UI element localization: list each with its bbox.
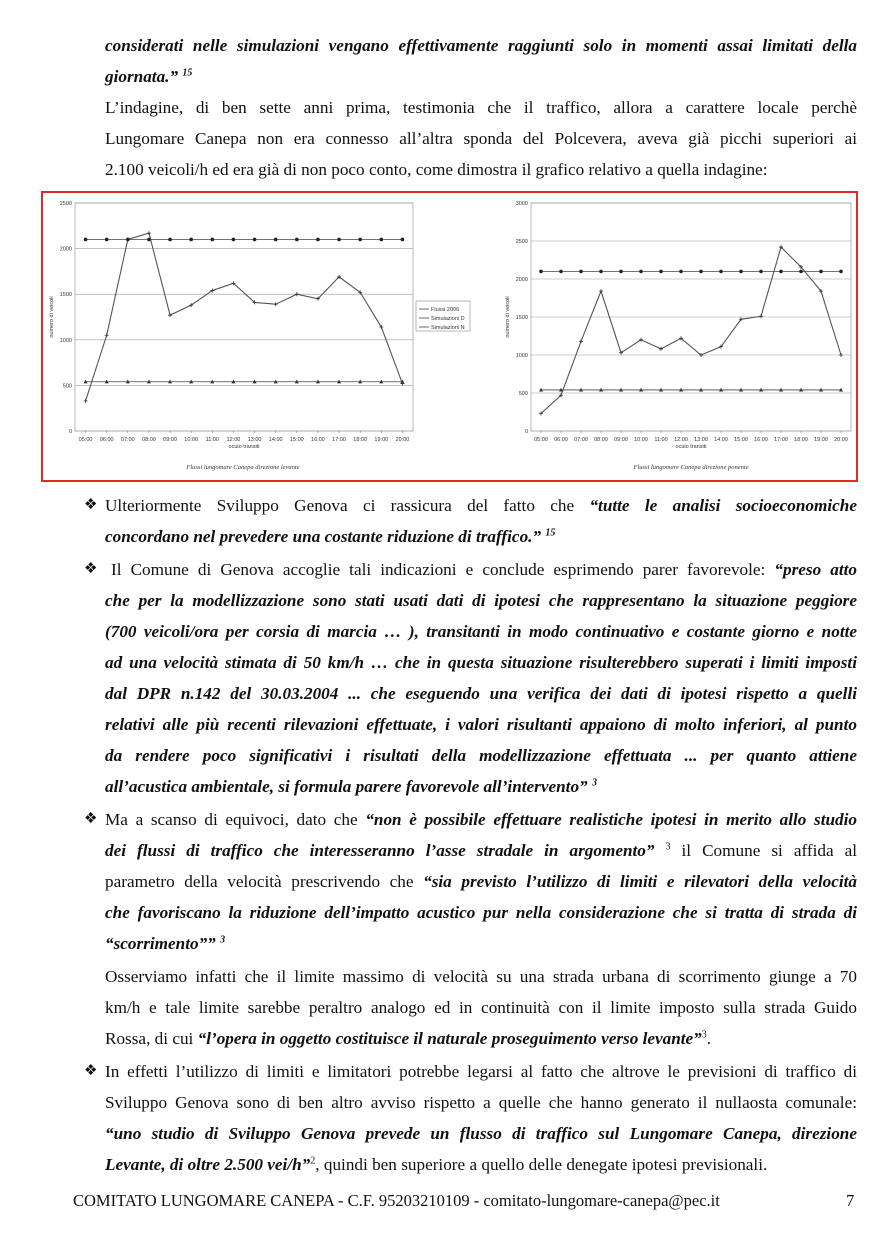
footnote-ref: 3 (220, 934, 226, 946)
x-axis-label: ocuio transiti (228, 444, 260, 450)
bullet1-text: Ulteriormente Sviluppo Genova ci rassicura del fatto che (105, 496, 590, 515)
bullet4-quote-end: Levante, di oltre 2.500 vei/h” (105, 1155, 311, 1174)
x-tick-label: 09:00 (614, 437, 628, 443)
series-point (839, 270, 843, 274)
bullet3-line1 (105, 804, 857, 835)
bullet3-text-2: il Comune si affida al (670, 841, 857, 860)
bullet4-line1: In effetti l’utilizzo di limiti e limitatori potrebbe legarsi al fatto che altrove le previsioni di traffico di (105, 1062, 857, 1081)
bullet3-quote-start: “non è possibile effettuare realistiche ipotesi in merito allo studio (365, 810, 857, 829)
legend-label: Flussi 2006 (431, 307, 460, 313)
x-tick-label: 11:00 (205, 437, 219, 443)
x-tick-label: 08:00 (142, 437, 156, 443)
y-axis-label: numero di veicoli (49, 296, 55, 338)
x-tick-label: 06:00 (554, 437, 568, 443)
x-tick-label: 14:00 (268, 437, 283, 443)
x-tick-label: 07:00 (120, 437, 135, 443)
chart-caption: Flussi lungomare Canepa direzione levante (186, 464, 300, 471)
y-tick-label: 1000 (59, 337, 72, 344)
y-tick-label: 2500 (515, 239, 528, 245)
x-tick-label: 17:00 (774, 437, 788, 443)
y-tick-label: 1500 (59, 292, 72, 299)
bullet2-line5: dal DPR n.142 del 30.03.2004 ... che eseguendo una verifica dei dati di ipotesi rispetto a quelli (105, 684, 857, 703)
series-point (274, 238, 278, 242)
x-tick-label: 06:00 (99, 437, 114, 443)
paragraph-indagine-line1: L’indagine, di ben sette anni prima, testimonia che il traffico, allora a carattere locale perchè (105, 98, 857, 117)
x-tick-label: 05:00 (534, 437, 548, 443)
bullet3-line5 (105, 928, 857, 959)
y-tick-label: 500 (62, 383, 72, 390)
footnote-ref: 15 (182, 67, 193, 79)
bullet1-line1 (105, 490, 857, 521)
x-tick-label: 08:00 (594, 437, 608, 443)
x-tick-label: 10:00 (634, 437, 648, 443)
x-tick-label: 19:00 (814, 437, 828, 443)
traffic-charts-frame (41, 191, 858, 482)
series-point (316, 238, 320, 242)
series-point (659, 270, 663, 274)
series-point (337, 238, 341, 242)
x-tick-label: 19:00 (374, 437, 389, 443)
chart-levante (43, 193, 473, 480)
series-point (779, 270, 783, 274)
quote-continuation-line2 (105, 61, 857, 92)
bullet2-line6: relativi alle più recenti rilevazioni effettuate, i valori risultanti appaiono di molto inferiori, al punto (105, 715, 857, 734)
bullet3-line3 (105, 866, 857, 897)
bullet3-text-3: parametro della velocità prescrivendo che (105, 872, 424, 891)
bullet2-line4: ad una velocità stimata di 50 km/h … che in questa situazione risulterebbero superati i limiti imposti (105, 653, 857, 672)
series-point (739, 270, 743, 274)
footnote-ref: 2 (310, 1155, 316, 1167)
y-axis-label: numero di veicoli (505, 296, 511, 338)
series-point (639, 270, 643, 274)
x-tick-label: 07:00 (574, 437, 588, 443)
chart-caption: Flussi lungomare Canepa direzione ponente (633, 464, 749, 471)
y-tick-label: 2000 (59, 246, 72, 253)
bullet1-quote-end: concordano nel prevedere una costante riduzione di traffico.” (105, 527, 542, 546)
chart-ponente (473, 193, 856, 480)
x-tick-label: 05:00 (78, 437, 93, 443)
x-tick-label: 10:00 (184, 437, 199, 443)
series-point (380, 238, 384, 242)
x-tick-label: 17:00 (332, 437, 346, 443)
bullet3-text: Ma a scanso di equivoci, dato che (105, 810, 366, 829)
footnote-ref: 15 (545, 527, 556, 539)
footer-text: COMITATO LUNGOMARE CANEPA - C.F. 95203210109 - comitato-lungomare-canepa@pec.it (73, 1191, 720, 1210)
bullet3-quote2-end: “scorrimento”” (105, 934, 216, 953)
x-tick-label: 09:00 (163, 437, 177, 443)
paragraph-limite-line1: Osserviamo infatti che il limite massimo di velocità su una strada urbana di scorrimento giunge a 70 (105, 967, 857, 986)
series-point (579, 270, 583, 274)
bullet2-line3: (700 veicoli/ora per corsia di marcia … ), transitanti in modo continuativo e costante giorno e notte (105, 622, 857, 641)
bullet-icon: ❖ (84, 1063, 98, 1079)
x-tick-label: 15:00 (289, 437, 304, 443)
x-tick-label: 13:00 (694, 437, 708, 443)
x-tick-label: 12:00 (674, 437, 688, 443)
bullet2-text: Il Comune di Genova accoglie tali indicazioni e conclude esprimendo parer favorevole: (111, 560, 775, 579)
quote-continuation-text: giornata.” (105, 67, 179, 86)
series-point (211, 238, 215, 242)
series-point (126, 238, 130, 242)
bullet3-line2 (105, 835, 857, 866)
x-tick-label: 15:00 (734, 437, 748, 443)
bullet4-text-end: , quindi ben superiore a quello delle denegate ipotesi previsionali. (315, 1155, 768, 1174)
bullet2-quote-start: “preso atto (774, 560, 858, 579)
series-point (401, 238, 405, 242)
series-point (232, 238, 236, 242)
bullet2-quote-end: all’acustica ambientale, si formula parere favorevole all’intervento” (105, 777, 588, 796)
y-tick-label: 3000 (515, 201, 528, 207)
series-point (699, 270, 703, 274)
y-tick-label: 1500 (515, 315, 528, 321)
footnote-ref: 3 (665, 841, 671, 853)
x-axis-label: ocuio transiti (675, 444, 707, 450)
paragraph-limite-period: . (706, 1029, 712, 1048)
series-point (358, 238, 362, 242)
x-tick-label: 16:00 (754, 437, 768, 443)
quote-continuation-line1: considerati nelle simulazioni vengano effettivamente raggiunti solo in momenti assai limitati della (105, 36, 857, 55)
series-point (539, 270, 543, 274)
y-tick-label: 2500 (59, 201, 72, 207)
x-tick-label: 18:00 (794, 437, 808, 443)
plot-area (75, 203, 413, 431)
series-point (799, 270, 803, 274)
bullet2-line2: che per la modellizzazione sono stati usati dati di ipotesi che rappresentano la situazione peggiore (105, 591, 857, 610)
bullet2-line8 (105, 771, 857, 802)
bullet4-line3: “uno studio di Sviluppo Genova prevede un flusso di traffico sul Lungomare Canepa, direzione (105, 1124, 857, 1143)
bullet1-quote: “tutte le analisi socioeconomiche (589, 496, 857, 515)
footnote-ref: 3 (701, 1029, 707, 1041)
footnote-ref: 3 (591, 777, 597, 789)
y-tick-label: 2000 (515, 277, 528, 283)
series-point (599, 270, 603, 274)
y-tick-label: 1000 (515, 353, 528, 359)
bullet-icon: ❖ (84, 811, 98, 827)
x-tick-label: 20:00 (395, 437, 410, 443)
legend-label: Simulazioni D (431, 316, 465, 322)
y-tick-label: 0 (524, 429, 528, 435)
paragraph-indagine-line3: 2.100 veicoli/h ed era già di non poco conto, come dimostra il grafico relativo a quella indagine: (105, 160, 768, 179)
bullet4-line2: Sviluppo Genova sono di ben altro avviso rispetto a quelle che hanno generato il nullaosta comunale: (105, 1093, 857, 1112)
series-point (189, 238, 193, 242)
x-tick-label: 12:00 (226, 437, 241, 443)
x-tick-label: 13:00 (247, 437, 262, 443)
bullet2-line1 (111, 554, 857, 585)
series-point (759, 270, 763, 274)
series-point (679, 270, 683, 274)
series-point (819, 270, 823, 274)
series-point (559, 270, 563, 274)
series-point (147, 238, 151, 242)
page-number: 7 (846, 1191, 855, 1210)
bullet-icon: ❖ (84, 561, 98, 577)
series-point (84, 238, 88, 242)
x-tick-label: 14:00 (714, 437, 728, 443)
paragraph-limite-quote: “l’opera in oggetto costituisce il naturale proseguimento verso levante” (197, 1029, 702, 1048)
x-tick-label: 11:00 (654, 437, 668, 443)
bullet4-line4 (105, 1149, 857, 1180)
bullet1-line2 (105, 521, 857, 552)
paragraph-limite-text: Rossa, di cui (105, 1029, 198, 1048)
bullet-icon: ❖ (84, 497, 98, 513)
x-tick-label: 18:00 (353, 437, 368, 443)
y-tick-label: 500 (518, 391, 528, 397)
bullet3-line4: che favoriscano la riduzione dell’impatto acustico pur nella considerazione che si tratta di strada di (105, 903, 857, 922)
y-tick-label: 0 (68, 429, 72, 435)
bullet2-line7: da rendere poco significativi i risultati della modellizzazione effettuata ... per quanto attiene (105, 746, 857, 765)
legend-label: Simulazioni N (431, 325, 465, 331)
paragraph-limite-line3 (105, 1023, 857, 1054)
x-tick-label: 16:00 (311, 437, 325, 443)
series-point (253, 238, 257, 242)
paragraph-indagine-line2: Lungomare Canepa non era connesso all’altra sponda del Polcevera, aveva già picchi superiori ai (105, 129, 857, 148)
paragraph-limite-line2: km/h e tale limite sarebbe peraltro analogo ed in continuità con il limite imposto sulla strada Guido (105, 998, 857, 1017)
series-point (168, 238, 172, 242)
series-point (295, 238, 299, 242)
series-point (719, 270, 723, 274)
bullet3-quote2-start: “sia previsto l’utilizzo di limiti e rilevatori della velocità (423, 872, 857, 891)
series-point (105, 238, 109, 242)
series-point (619, 270, 623, 274)
x-tick-label: 20:00 (834, 437, 848, 443)
bullet3-quote-end: dei flussi di traffico che interesseranno l’asse stradale in argomento” (105, 841, 655, 860)
